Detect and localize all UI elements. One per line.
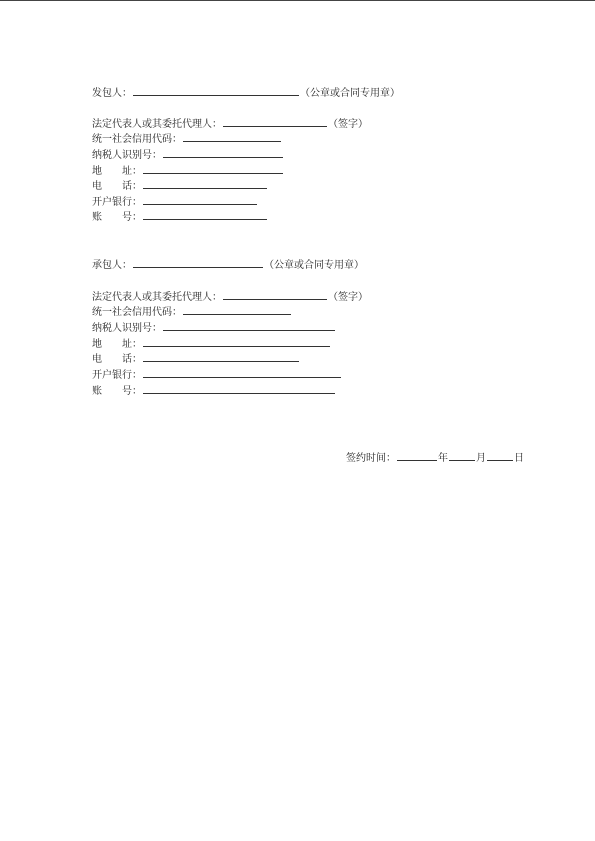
signing-day-label: 日 xyxy=(514,453,524,464)
page-top-border xyxy=(0,0,595,1)
receiver-tax-row xyxy=(92,321,336,335)
issuer-credit-row xyxy=(92,132,282,146)
issuer-rep-row xyxy=(92,117,368,131)
receiver-rep-blank[interactable] xyxy=(223,290,327,300)
receiver-phone-row xyxy=(92,352,300,366)
receiver-account-row xyxy=(92,384,336,398)
receiver-credit-label: 统一社会信用代码： xyxy=(92,307,182,318)
issuer-bank-blank[interactable] xyxy=(143,195,257,205)
receiver-bank-label: 开户银行： xyxy=(92,370,142,381)
receiver-address-blank[interactable] xyxy=(143,337,330,347)
issuer-name-label: 发包人： xyxy=(92,88,132,99)
signing-month-label: 月 xyxy=(476,453,486,464)
signing-year-label: 年 xyxy=(438,453,448,464)
receiver-rep-row xyxy=(92,290,368,304)
receiver-bank-blank[interactable] xyxy=(143,368,341,378)
receiver-address-label: 地 址： xyxy=(92,339,142,350)
receiver-tax-label: 纳税人识别号： xyxy=(92,323,162,334)
signing-date-row xyxy=(346,451,524,465)
receiver-name-row xyxy=(92,258,364,272)
issuer-bank-row xyxy=(92,195,258,209)
receiver-tax-blank[interactable] xyxy=(163,321,335,331)
issuer-credit-blank[interactable] xyxy=(183,132,281,142)
issuer-address-blank[interactable] xyxy=(143,164,283,174)
signing-year-blank[interactable] xyxy=(397,451,437,461)
issuer-account-blank[interactable] xyxy=(143,210,267,220)
receiver-name-label: 承包人： xyxy=(92,260,132,271)
issuer-account-label: 账 号： xyxy=(92,212,142,223)
receiver-bank-row xyxy=(92,368,342,382)
receiver-account-label: 账 号： xyxy=(92,386,142,397)
issuer-seal-note: （公章或合同专用章） xyxy=(300,88,400,99)
issuer-phone-row xyxy=(92,179,268,193)
receiver-rep-label: 法定代表人或其委托代理人： xyxy=(92,292,222,303)
issuer-address-row xyxy=(92,164,284,178)
issuer-tax-blank[interactable] xyxy=(163,148,283,158)
receiver-account-blank[interactable] xyxy=(143,384,335,394)
signing-day-blank[interactable] xyxy=(487,451,513,461)
issuer-sign-note: （签字） xyxy=(328,119,368,130)
receiver-phone-label: 电 话： xyxy=(92,354,142,365)
issuer-phone-blank[interactable] xyxy=(143,179,267,189)
signing-month-blank[interactable] xyxy=(449,451,475,461)
issuer-rep-blank[interactable] xyxy=(223,117,327,127)
issuer-address-label: 地 址： xyxy=(92,166,142,177)
receiver-phone-blank[interactable] xyxy=(143,352,299,362)
issuer-name-blank[interactable] xyxy=(133,86,299,96)
signing-date-label: 签约时间： xyxy=(346,453,396,464)
issuer-rep-label: 法定代表人或其委托代理人： xyxy=(92,119,222,130)
receiver-address-row xyxy=(92,337,331,351)
receiver-credit-blank[interactable] xyxy=(183,305,291,315)
issuer-tax-label: 纳税人识别号： xyxy=(92,150,162,161)
issuer-bank-label: 开户银行： xyxy=(92,197,142,208)
issuer-credit-label: 统一社会信用代码： xyxy=(92,134,182,145)
receiver-sign-note: （签字） xyxy=(328,292,368,303)
receiver-credit-row xyxy=(92,305,292,319)
issuer-account-row xyxy=(92,210,268,224)
issuer-tax-row xyxy=(92,148,284,162)
receiver-seal-note: （公章或合同专用章） xyxy=(264,260,364,271)
receiver-name-blank[interactable] xyxy=(133,258,263,268)
issuer-name-row xyxy=(92,86,400,100)
issuer-phone-label: 电 话： xyxy=(92,181,142,192)
